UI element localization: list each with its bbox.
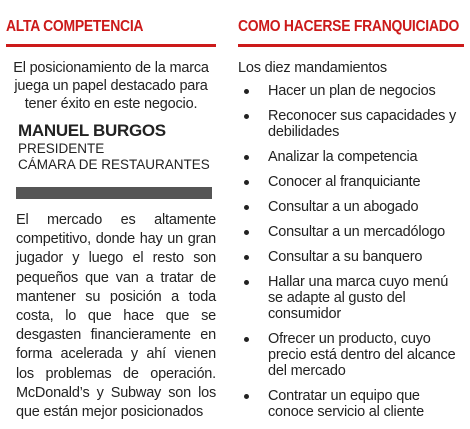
bullet-icon: [244, 230, 249, 235]
bullet-icon: [244, 89, 249, 94]
list-item: Conocer al franquiciante: [238, 174, 464, 190]
heading-rule: [6, 44, 216, 47]
bullet-icon: [244, 255, 249, 260]
list-item: Consultar a un mercadólogo: [238, 224, 464, 240]
divider-bar: [16, 187, 212, 199]
list-item: Consultar a su banquero: [238, 249, 464, 265]
commandments-list: [238, 83, 464, 420]
bullet-icon: [244, 280, 249, 285]
bullet-icon: [244, 180, 249, 185]
bullet-icon: [244, 337, 249, 342]
author-name: MANUEL BURGOS: [18, 121, 166, 140]
list-item: Analizar la competencia: [238, 149, 464, 165]
list-item: Contratar un equipo que conoce servicio al cliente: [238, 388, 464, 420]
list-item: Hallar una marca cuyo menú se adapte al gusto del consumidor: [238, 274, 464, 322]
pull-quote: El posicionamiento de la marca juega un papel destacado para tener éxito en este negocio.: [13, 60, 209, 112]
bullet-icon: [244, 205, 249, 210]
section-heading: COMO HACERSE FRANQUICIADO: [238, 18, 460, 35]
alta-competencia-column: [6, 0, 216, 422]
section-heading: ALTA COMPETENCIA: [6, 18, 144, 35]
list-item: Consultar a un abogado: [238, 199, 464, 215]
body-paragraph: El mercado es altamente competitivo, donde hay un gran jugador y luego el resto son pequeños que van a tratar de mantener su posición a toda costa, lo que hace que se desgasten financieramente en forma acelerada y ahí vienen los problemas de operación. McDonald’s y Subway son los que están mejor posicionados: [16, 212, 216, 421]
list-intro: Los diez mandamientos: [238, 60, 387, 76]
bullet-icon: [244, 155, 249, 160]
author-role: PRESIDENTE: [18, 141, 105, 156]
franquiciado-column: [238, 0, 464, 429]
list-item: Ofrecer un producto, cuyo precio está dentro del alcance del mercado: [238, 331, 464, 379]
list-item: Hacer un plan de negocios: [238, 83, 464, 99]
heading-rule: [238, 44, 464, 47]
bullet-icon: [244, 114, 249, 119]
author-organization: CÁMARA DE RESTAURANTES: [18, 157, 210, 172]
list-item: Reconocer sus capacidades y debilidades: [238, 108, 464, 140]
bullet-icon: [244, 394, 249, 399]
